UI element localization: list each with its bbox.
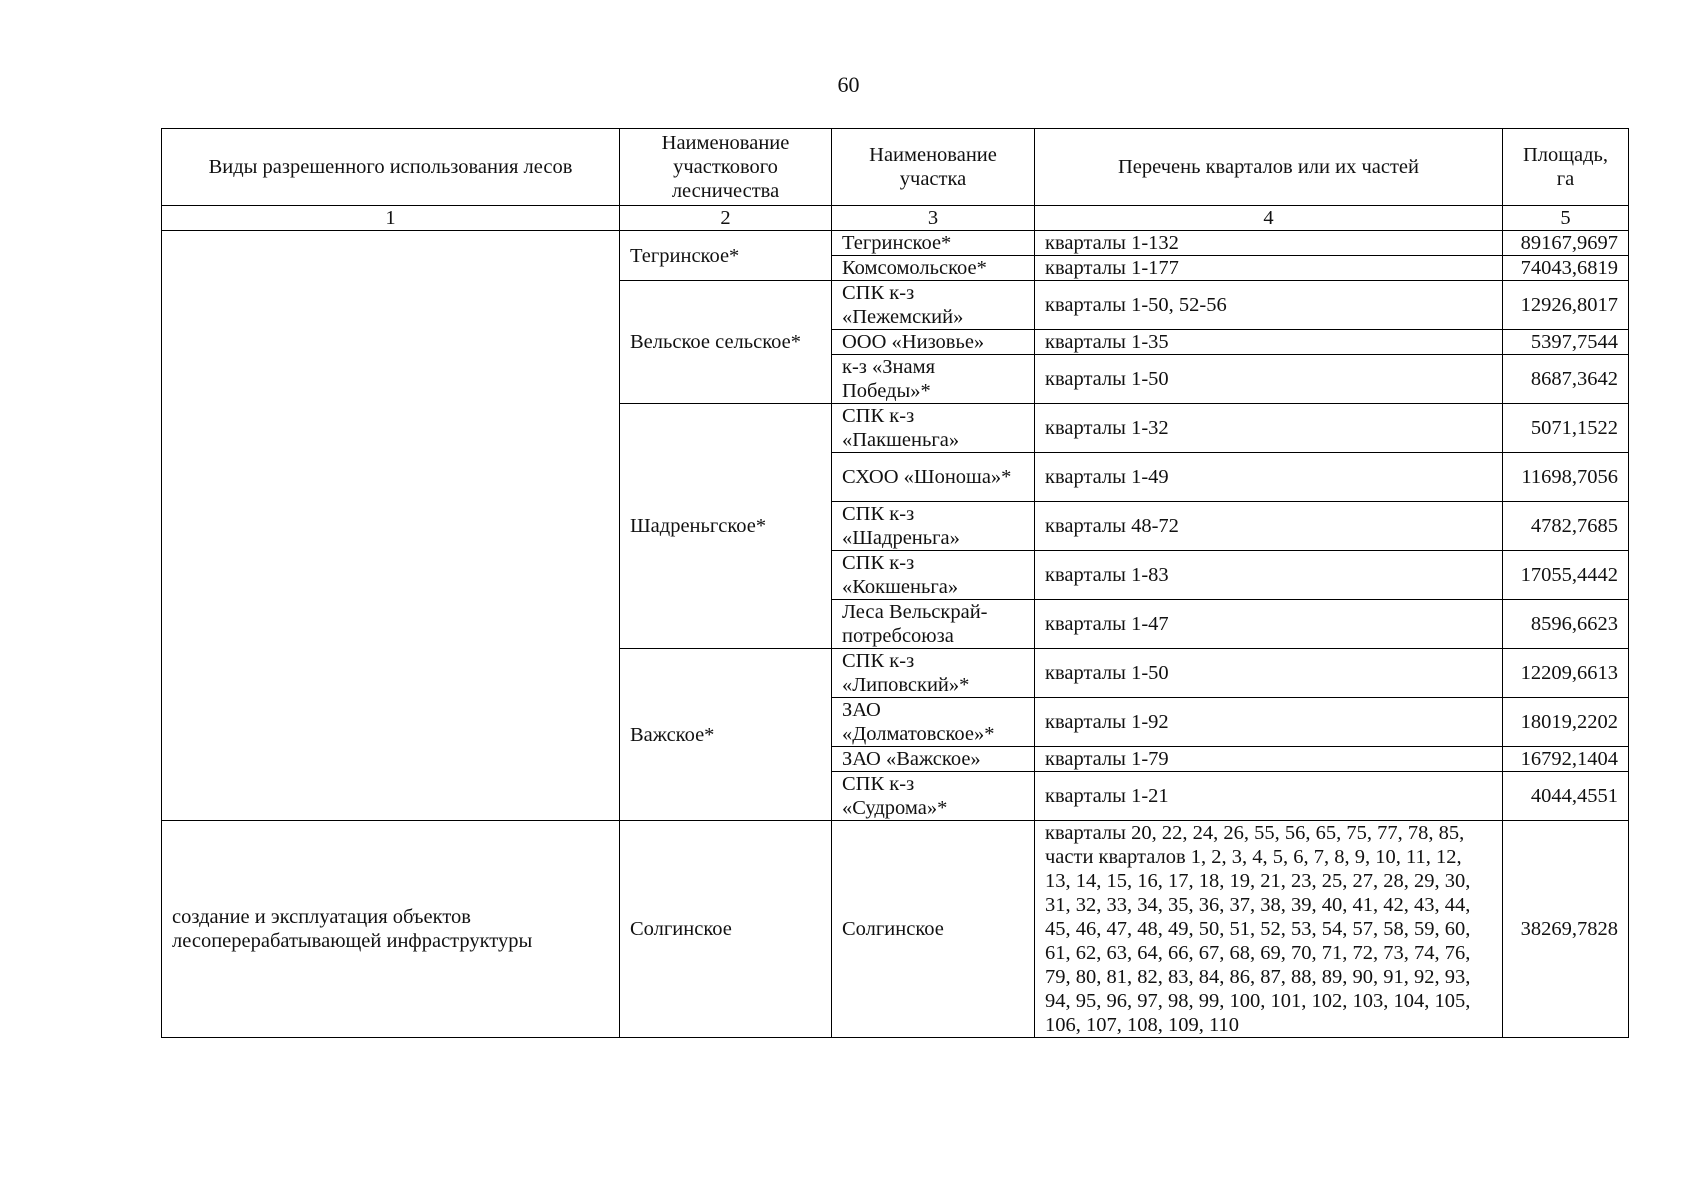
area-cell: 5397,7544 xyxy=(1503,330,1629,355)
quarters-line: кварталы 20, 22, 24, 26, 55, 56, 65, 75, 77, 78, 85, xyxy=(1045,822,1465,844)
site-cell: ООО «Низовье» xyxy=(832,330,1035,355)
header-use-type: Виды разрешенного использования лесов xyxy=(162,129,620,206)
area-cell: 11698,7056 xyxy=(1503,453,1629,502)
quarters-cell: кварталы 1-177 xyxy=(1035,256,1503,281)
forestry-cell: Шадреньгское* xyxy=(620,404,832,649)
area-cell: 12926,8017 xyxy=(1503,281,1629,330)
quarters-cell: кварталы 1-32 xyxy=(1035,404,1503,453)
column-number: 3 xyxy=(832,206,1035,231)
site-cell: СПК к-з «Пакшеньга» xyxy=(832,404,1035,453)
site-cell: СПК к-з «Пежемский» xyxy=(832,281,1035,330)
column-numbers-row xyxy=(162,206,1629,231)
area-cell: 8596,6623 xyxy=(1503,600,1629,649)
column-number: 4 xyxy=(1035,206,1503,231)
table-row xyxy=(162,231,1629,256)
quarters-cell: кварталы 1-49 xyxy=(1035,453,1503,502)
quarters-cell: кварталы 1-50 xyxy=(1035,649,1503,698)
area-cell: 4044,4551 xyxy=(1503,772,1629,821)
header-area: Площадь, га xyxy=(1503,129,1629,206)
forest-use-table xyxy=(161,128,1629,1038)
quarters-cell: кварталы 1-92 xyxy=(1035,698,1503,747)
header-quarters: Перечень кварталов или их частей xyxy=(1035,129,1503,206)
site-cell: СПК к-з «Кокшеньга» xyxy=(832,551,1035,600)
quarters-cell: кварталы 1-83 xyxy=(1035,551,1503,600)
quarters-cell: кварталы 1-35 xyxy=(1035,330,1503,355)
site-cell: Солгинское xyxy=(832,821,1035,1038)
area-cell: 5071,1522 xyxy=(1503,404,1629,453)
header-site: Наименование участка xyxy=(832,129,1035,206)
quarters-cell: кварталы 48-72 xyxy=(1035,502,1503,551)
forestry-cell: Вельское сельское* xyxy=(620,281,832,404)
area-cell: 4782,7685 xyxy=(1503,502,1629,551)
quarters-cell: кварталы 1-21 xyxy=(1035,772,1503,821)
forestry-cell: Тегринское* xyxy=(620,231,832,281)
area-cell: 12209,6613 xyxy=(1503,649,1629,698)
quarters-cell: кварталы 1-79 xyxy=(1035,747,1503,772)
use-type-cell-empty xyxy=(162,231,620,821)
header-forestry: Наименование участкового лесничества xyxy=(620,129,832,206)
site-cell: Комсомольское* xyxy=(832,256,1035,281)
site-cell: СХОО «Шоноша»* xyxy=(832,453,1035,502)
site-cell: Леса Вельскрай-потребсоюза xyxy=(832,600,1035,649)
table-row xyxy=(162,821,1629,1038)
page-number: 60 xyxy=(837,72,860,97)
quarters-cell xyxy=(1035,821,1503,1038)
quarters-cell: кварталы 1-50, 52-56 xyxy=(1035,281,1503,330)
area-cell: 89167,9697 xyxy=(1503,231,1629,256)
header-row xyxy=(162,129,1629,206)
area-cell: 16792,1404 xyxy=(1503,747,1629,772)
quarters-cell: кварталы 1-47 xyxy=(1035,600,1503,649)
column-number: 1 xyxy=(162,206,620,231)
area-cell: 38269,7828 xyxy=(1503,821,1629,1038)
area-cell: 8687,3642 xyxy=(1503,355,1629,404)
site-cell: СПК к-з «Шадреньга» xyxy=(832,502,1035,551)
column-number: 5 xyxy=(1503,206,1629,231)
site-cell: Тегринское* xyxy=(832,231,1035,256)
quarters-cell: кварталы 1-132 xyxy=(1035,231,1503,256)
site-cell: к-з «Знамя Победы»* xyxy=(832,355,1035,404)
column-number: 2 xyxy=(620,206,832,231)
site-cell: СПК к-з «Судрома»* xyxy=(832,772,1035,821)
forestry-cell: Важское* xyxy=(620,649,832,821)
quarters-cell: кварталы 1-50 xyxy=(1035,355,1503,404)
area-cell: 74043,6819 xyxy=(1503,256,1629,281)
site-cell: ЗАО «Долматовское»* xyxy=(832,698,1035,747)
forestry-cell: Солгинское xyxy=(620,821,832,1038)
area-cell: 18019,2202 xyxy=(1503,698,1629,747)
area-cell: 17055,4442 xyxy=(1503,551,1629,600)
quarters-line: части кварталов 1, 2, 3, 4, 5, 6, 7, 8, 9, 10, 11, 12, 13, 14, 15, 16, 17, 18, 19, 21, 23, 25, 27, 28, 29, 30, 31, 32, 33, 34, 35, 36, 37, 38, 39, 40, 41, 42, 43, 44, 45, 46, 47, 48, 49, 50, 51, 52, 53, 54, 57, 58, 59, 60, 61, 62, 63, 64, 66, 67, 68, 69, 70, 71, 72, 73, 74, 76, 79, 80, 81, 82, 83, 84, 86, 87, 88, 89, 90, 91, 92, 93, 94, 95, 96, 97, 98, 99, 100, 101, 102, 103, 104, 105, 106, 107, 108, 109, 110 xyxy=(1045,846,1471,1036)
site-cell: СПК к-з «Липовский»* xyxy=(832,649,1035,698)
use-type-cell: создание и эксплуатация объектов лесоперерабатывающей инфраструктуры xyxy=(162,821,620,1038)
site-cell: ЗАО «Важское» xyxy=(832,747,1035,772)
